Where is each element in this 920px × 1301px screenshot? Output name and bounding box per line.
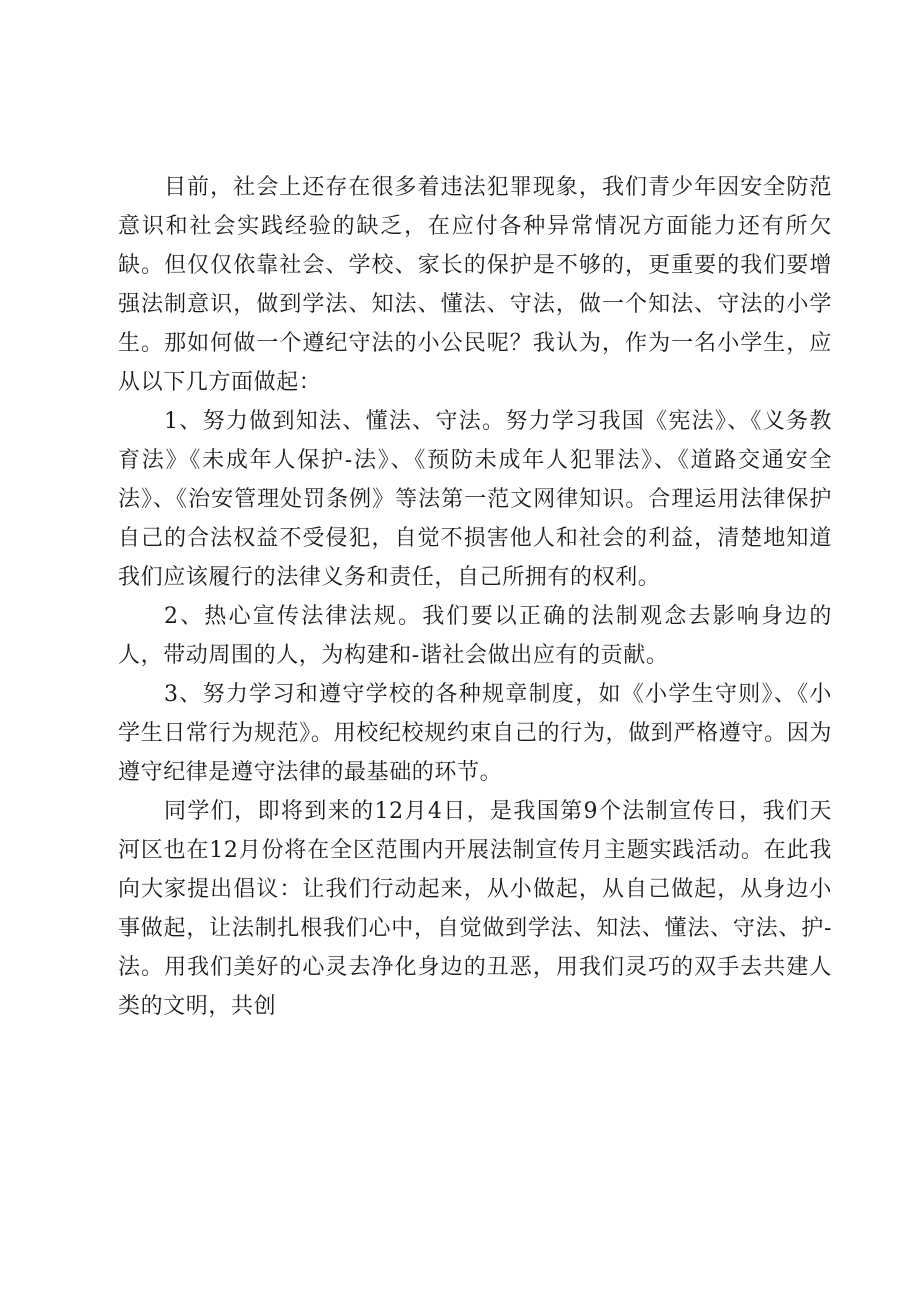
document-body [118, 168, 832, 1026]
paragraph-point-1: 1、努力做到知法、懂法、守法。努力学习我国《宪法》、《义务教育法》《未成年人保护-法》、《预防未成年人犯罪法》、《道路交通安全法》、《治安管理处罚条例》等法第一范文网律知识。合理运用法律保护自己的合法权益不受侵犯，自觉不损害他人和社会的利益，清楚地知道我们应该履行的法律义务和责任，自己所拥有的权利。 [118, 409, 832, 590]
paragraph-point-3: 3、努力学习和遵守学校的各种规章制度，如《小学生守则》、《小学生日常行为规范》。用校纪校规约束自己的行为，做到严格遵守。因为遵守纪律是遵守法律的最基础的环节。 [118, 682, 832, 785]
paragraph-appeal: 同学们，即将到来的12月4日，是我国第9个法制宣传日，我们天河区也在12月份将在全区范围内开展法制宣传月主题实践活动。在此我向大家提出倡议：让我们行动起来，从小做起，从自己做起，从身边小事做起，让法制扎根我们心中，自觉做到学法、知法、懂法、守法、护-法。用我们美好的心灵去净化身边的丑恶，用我们灵巧的双手去共建人类的文明，共创 [118, 799, 832, 1019]
paragraph-intro: 目前，社会上还存在很多着违法犯罪现象，我们青少年因安全防范意识和社会实践经验的缺乏，在应付各种异常情况方面能力还有所欠缺。但仅仅依靠社会、学校、家长的保护是不够的，更重要的我们要增强法制意识，做到学法、知法、懂法、守法，做一个知法、守法的小学生。那如何做一个遵纪守法的小公民呢？我认为，作为一名小学生，应从以下几方面做起： [118, 175, 832, 395]
paragraph-point-2: 2、热心宣传法律法规。我们要以正确的法制观念去影响身边的人，带动周围的人，为构建和-谐社会做出应有的贡献。 [118, 604, 832, 668]
